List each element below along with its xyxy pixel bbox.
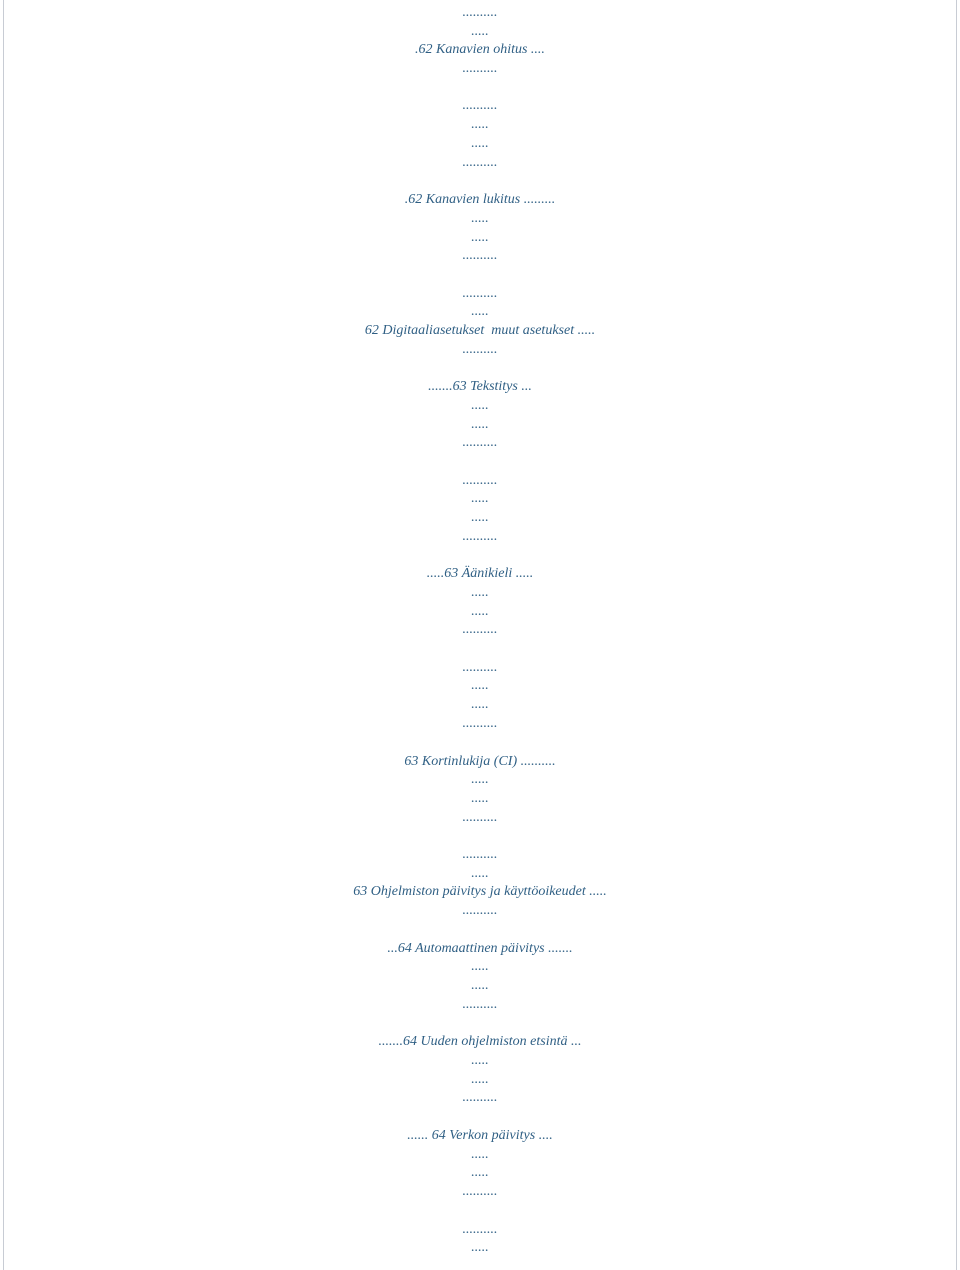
- leader-dots: ..........: [462, 847, 498, 862]
- leader-dots: ..........: [462, 716, 498, 731]
- toc-entry-kanavien-lukitus: .62 Kanavien lukitus .........: [404, 192, 556, 207]
- leader-dots: ..........: [462, 1090, 498, 1105]
- leader-dots: ..........: [462, 286, 498, 301]
- leader-dots: ..........: [462, 810, 498, 825]
- leader-dots: ..........: [462, 435, 498, 450]
- leader-dots: ..........: [462, 1184, 498, 1199]
- leader-dots: .....: [471, 1165, 489, 1180]
- toc-entry-digitaaliasetukset: 62 Digitaaliasetukset muut asetukset .....: [364, 323, 596, 338]
- leader-dots: ..........: [462, 61, 498, 76]
- leader-dots: ..........: [462, 155, 498, 170]
- leader-dots: ..........: [462, 248, 498, 263]
- leader-dots: ..........: [462, 660, 498, 675]
- leader-dots: .....: [471, 1072, 489, 1087]
- leader-dots: ..........: [462, 1222, 498, 1237]
- leader-dots: .....: [471, 1240, 489, 1255]
- toc-entry-ohjelmiston-paivitys: 63 Ohjelmiston päivitys ja käyttöoikeudet .....: [353, 884, 607, 899]
- toc-entry-kortinlukija: 63 Kortinlukija (CI) ..........: [404, 754, 556, 769]
- leader-dots: .....: [471, 136, 489, 151]
- toc-entry-uuden-ohjelmiston-etsinta: .......64 Uuden ohjelmiston etsintä ...: [378, 1034, 582, 1049]
- leader-dots: .....: [471, 978, 489, 993]
- leader-dots: .....: [471, 1053, 489, 1068]
- leader-dots: .....: [471, 697, 489, 712]
- leader-dots: ..........: [462, 473, 498, 488]
- leader-dots: ..........: [462, 98, 498, 113]
- toc-entry-tekstitys: .......63 Tekstitys ...: [428, 379, 532, 394]
- leader-dots: ..........: [462, 622, 498, 637]
- leader-dots: .....: [471, 304, 489, 319]
- leader-dots: .....: [471, 211, 489, 226]
- leader-dots: .....: [471, 678, 489, 693]
- leader-dots: .....: [471, 510, 489, 525]
- leader-dots: .....: [471, 585, 489, 600]
- leader-dots: ..........: [462, 997, 498, 1012]
- leader-dots: .....: [471, 398, 489, 413]
- toc-entry-verkon-paivitys: ...... 64 Verkon päivitys ....: [407, 1128, 553, 1143]
- toc-entry-aanikieli: .....63 Äänikieli .....: [426, 566, 534, 581]
- leader-dots: .....: [471, 866, 489, 881]
- leader-dots: .....: [471, 417, 489, 432]
- leader-dots: .....: [471, 959, 489, 974]
- leader-dots: .....: [471, 791, 489, 806]
- leader-dots: ..........: [462, 5, 498, 20]
- leader-dots: ..........: [462, 903, 498, 918]
- leader-dots: .....: [471, 24, 489, 39]
- leader-dots: ..........: [462, 529, 498, 544]
- leader-dots: .....: [471, 604, 489, 619]
- leader-dots: .....: [471, 117, 489, 132]
- leader-dots: ..........: [462, 342, 498, 357]
- leader-dots: .....: [471, 772, 489, 787]
- leader-dots: .....: [471, 491, 489, 506]
- toc-entry-automaattinen-paivitys: ...64 Automaattinen päivitys .......: [387, 941, 573, 956]
- toc-entry-kanavien-ohitus: .62 Kanavien ohitus ....: [415, 42, 545, 57]
- leader-dots: .....: [471, 1147, 489, 1162]
- leader-dots: .....: [471, 230, 489, 245]
